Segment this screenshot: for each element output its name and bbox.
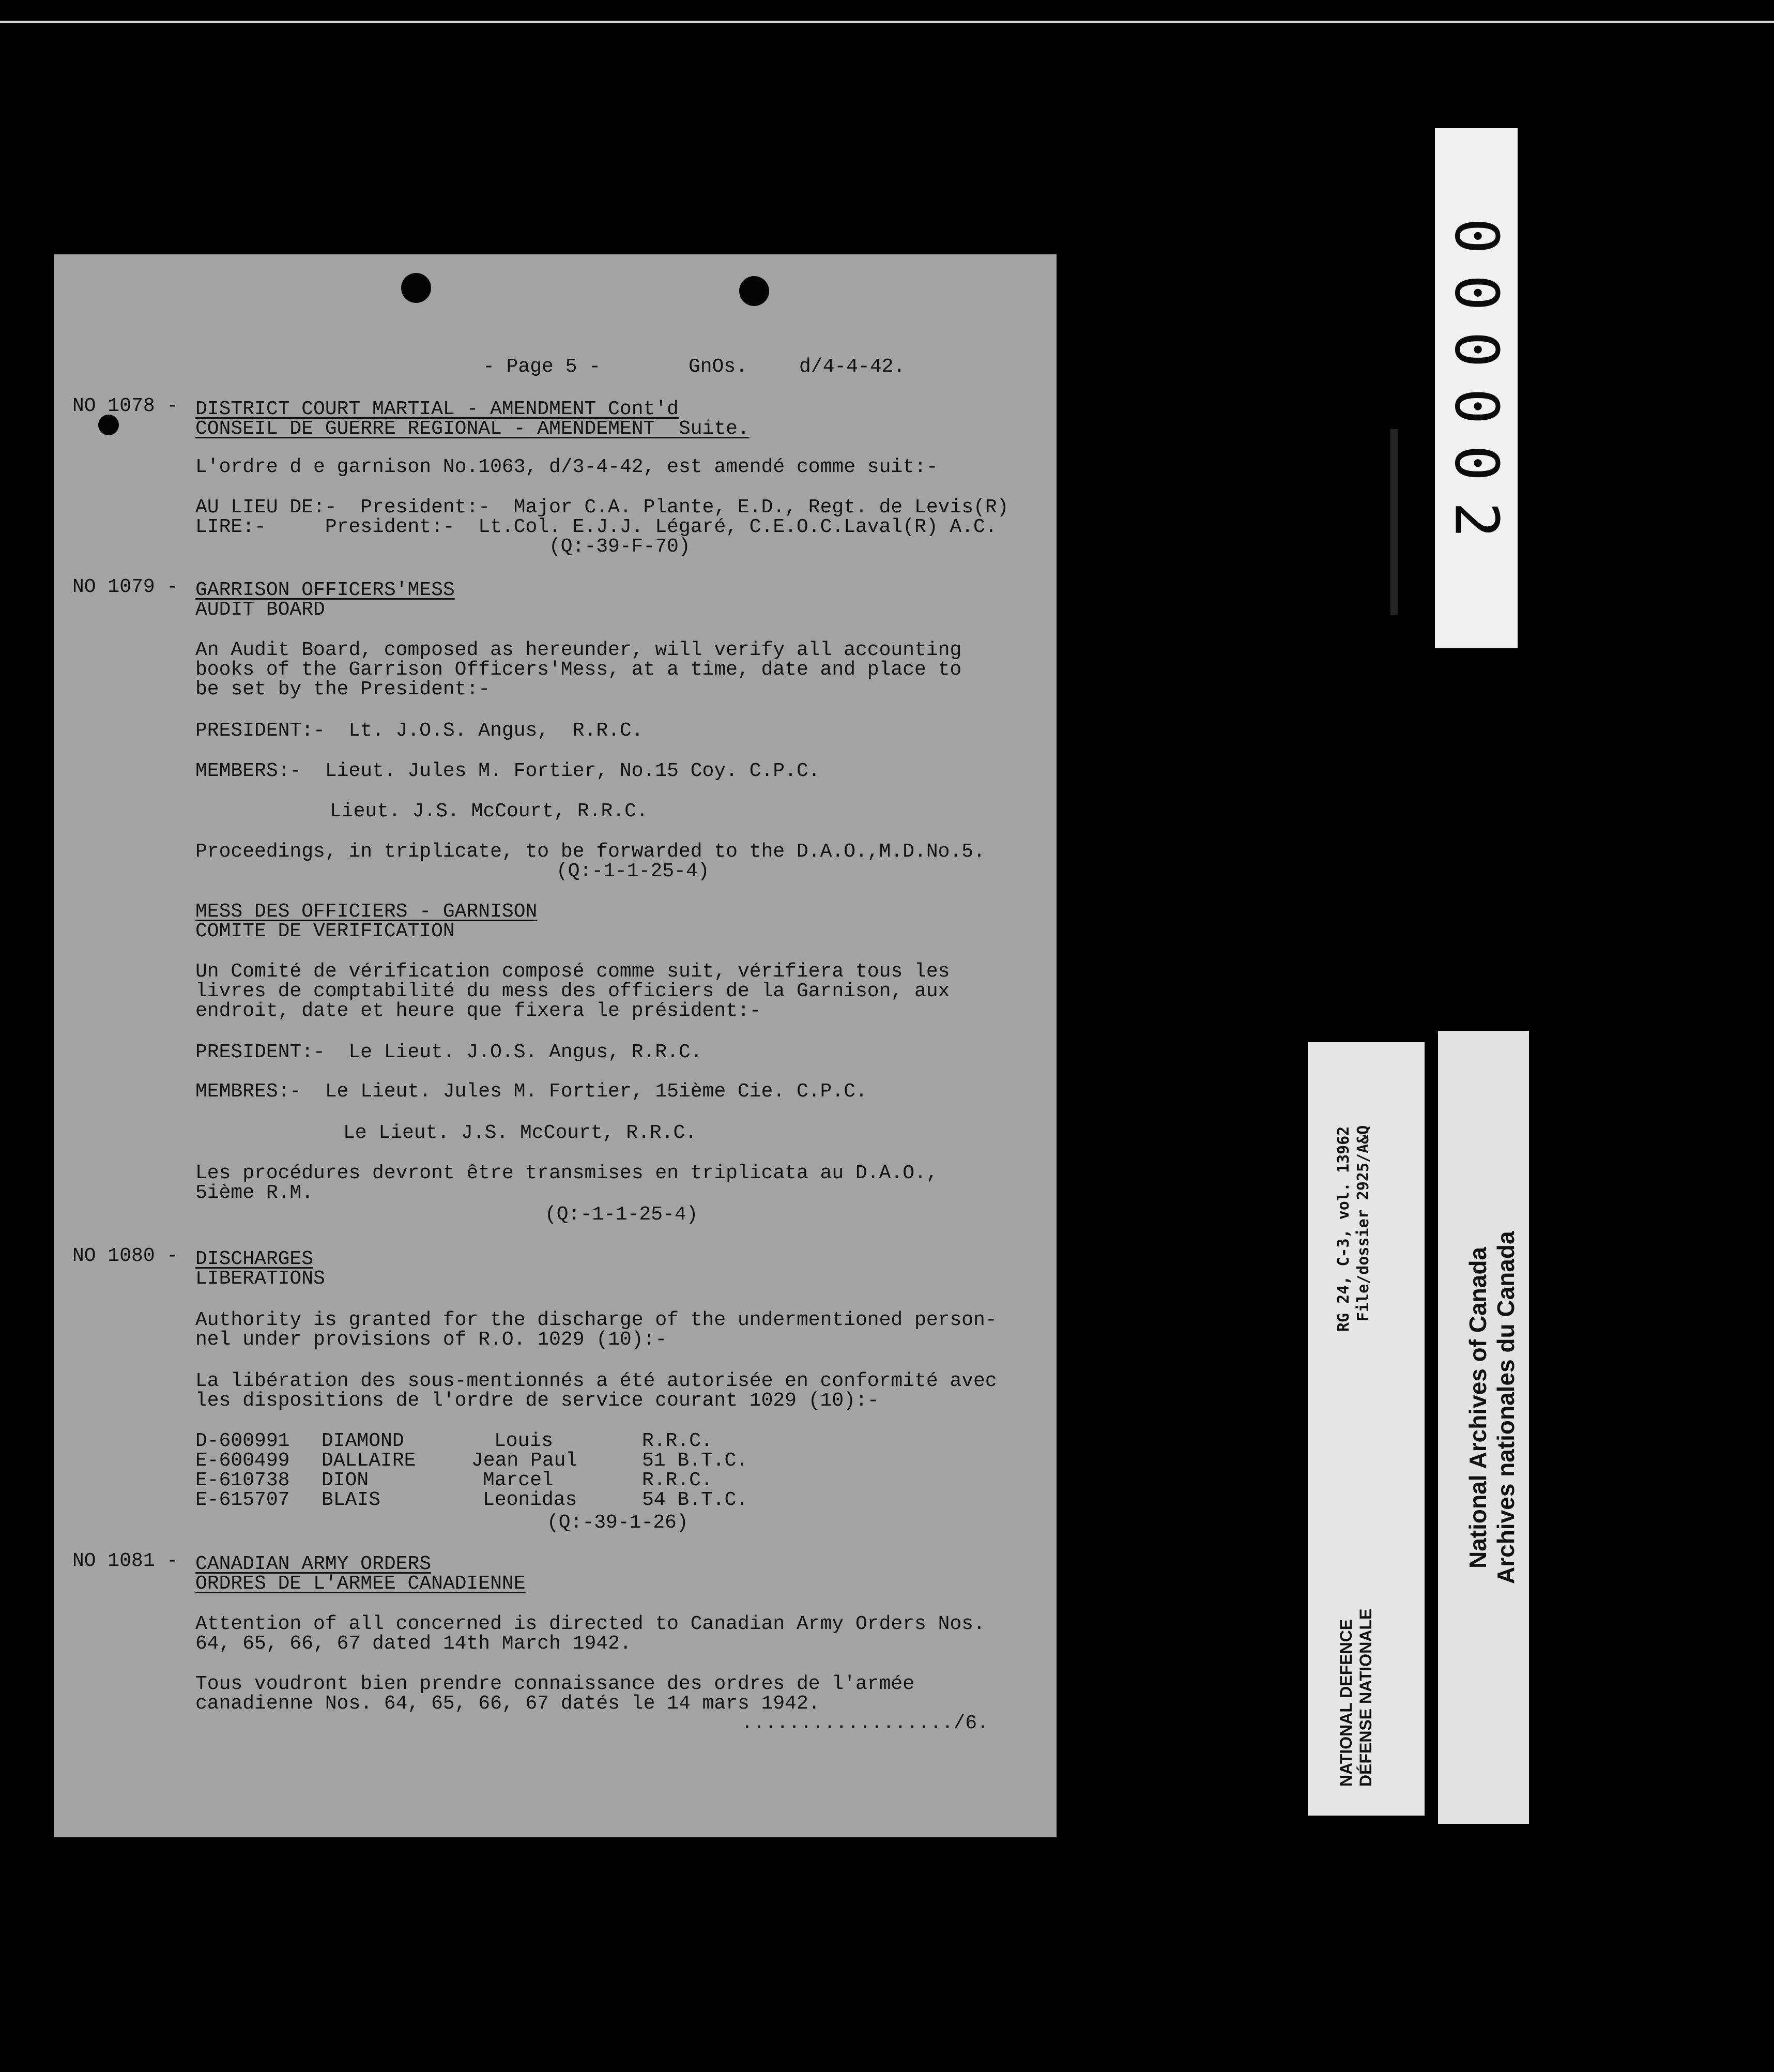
order-1079-para-en-2: books of the Garrison Officers'Mess, at a time, date and place to: [195, 659, 962, 681]
continued-marker: ................../6.: [741, 1712, 989, 1734]
order-1079-members-en-1: MEMBERS:- Lieut. Jules M. Fortier, No.15 Coy. C.P.C.: [195, 760, 820, 782]
given-name: Jean Paul: [471, 1450, 578, 1472]
film-edge-line: [0, 21, 1774, 23]
regimental-number: E-610738: [195, 1469, 290, 1491]
order-1080-number: NO 1080 -: [72, 1245, 179, 1267]
order-1079-proceedings-fr-2: 5ième R.M.: [195, 1182, 314, 1204]
reference-line-1: RG 24, C-3, vol. 13962: [1335, 1126, 1353, 1332]
surname: BLAIS: [322, 1489, 381, 1511]
page-number: - Page 5 -: [483, 356, 601, 378]
order-1081-number: NO 1081 -: [72, 1550, 179, 1572]
order-1081-para-en-1: Attention of all concerned is directed to Canadian Army Orders Nos.: [195, 1613, 985, 1635]
order-1079-president-en: PRESIDENT:- Lt. J.O.S. Angus, R.R.C.: [195, 720, 644, 742]
order-1078-title-en: DISTRICT COURT MARTIAL - AMENDMENT Cont'd: [195, 398, 679, 420]
given-name: Leonidas: [483, 1489, 577, 1511]
surname: DIAMOND: [322, 1430, 404, 1452]
order-1078-title-fr: CONSEIL DE GUERRE REGIONAL - AMENDEMENT Suite.: [195, 418, 750, 440]
order-1078-line1: AU LIEU DE:- President:- Major C.A. Plante, E.D., Regt. de Levis(R): [195, 496, 1009, 519]
surname: DALLAIRE: [322, 1450, 416, 1472]
order-1081-para-fr-1: Tous voudront bien prendre connaissance des ordres de l'armée: [195, 1673, 915, 1695]
given-name: Louis: [494, 1430, 554, 1452]
gnos-label: GnOs.: [689, 356, 748, 378]
unit: R.R.C.: [642, 1430, 713, 1452]
order-1080-para-en-1: Authority is granted for the discharge of the undermentioned person-: [195, 1309, 997, 1331]
order-1079-para-en-1: An Audit Board, composed as hereunder, will verify all accounting: [195, 639, 962, 661]
order-1079-para-fr-1: Un Comité de vérification composé comme suit, vérifiera tous les: [195, 961, 950, 983]
order-1079-members-fr-1: MEMBRES:- Le Lieut. Jules M. Fortier, 15ième Cie. C.P.C.: [195, 1080, 867, 1103]
archives-line-2: Archives nationales du Canada: [1492, 1231, 1519, 1584]
header-date: d/4-4-42.: [799, 356, 906, 378]
regimental-number: D-600991: [195, 1430, 290, 1452]
order-1079-para-fr-2: livres de comptabilité du mess des officiers de la Garnison, aux: [195, 980, 950, 1002]
film-shadow: [1390, 429, 1398, 615]
unit: 51 B.T.C.: [642, 1450, 748, 1472]
order-1081-para-en-2: 64, 65, 66, 67 dated 14th March 1942.: [195, 1633, 632, 1655]
order-1080-para-en-2: nel under provisions of R.O. 1029 (10):-: [195, 1329, 667, 1351]
order-1081-title-en: CANADIAN ARMY ORDERS: [195, 1553, 432, 1575]
archival-reference-label: [1308, 1042, 1425, 1816]
order-1081-para-fr-2: canadienne Nos. 64, 65, 66, 67 datés le 14 mars 1942.: [195, 1693, 820, 1715]
frame-number: 000002: [1441, 218, 1511, 559]
unit: 54 B.T.C.: [642, 1489, 748, 1511]
order-1078-line2: LIRE:- President:- Lt.Col. E.J.J. Légaré, C.E.O.C.Laval(R) A.C.: [195, 516, 997, 538]
order-1079-ref-en: (Q:-1-1-25-4): [556, 860, 710, 882]
order-1079-members-en-2: Lieut. J.S. McCourt, R.R.C.: [330, 800, 648, 822]
department-line-1: NATIONAL DEFENCE: [1337, 1619, 1355, 1787]
order-1080-para-fr-1: La libération des sous-mentionnés a été autorisée en conformité avec: [195, 1370, 997, 1392]
order-1079-title-en-2: AUDIT BOARD: [195, 599, 325, 621]
order-1078-intro: L'ordre d e garnison No.1063, d/3-4-42, est amendé comme suit:-: [195, 456, 938, 478]
order-1079-president-fr: PRESIDENT:- Le Lieut. J.O.S. Angus, R.R.C.: [195, 1041, 702, 1063]
order-1079-proceedings-en: Proceedings, in triplicate, to be forwarded to the D.A.O.,M.D.No.5.: [195, 841, 985, 863]
order-1079-title-en-1: GARRISON OFFICERS'MESS: [195, 579, 455, 601]
surname: DION: [322, 1469, 369, 1491]
unit: R.R.C.: [642, 1469, 713, 1491]
order-1079-number: NO 1079 -: [72, 576, 179, 598]
regimental-number: E-600499: [195, 1450, 290, 1472]
order-1079-para-en-3: be set by the President:-: [195, 678, 491, 700]
department-line-2: DÉFENSE NATIONALE: [1356, 1608, 1375, 1787]
document-page: [54, 254, 1057, 1837]
frame-number-stamp: [1435, 128, 1518, 648]
order-1079-title-fr-2: COMITE DE VERIFICATION: [195, 920, 455, 942]
order-1080-para-fr-2: les dispositions de l'ordre de service courant 1029 (10):-: [195, 1390, 879, 1412]
order-1081-title-fr: ORDRES DE L'ARMEE CANADIENNE: [195, 1573, 526, 1595]
given-name: Marcel: [483, 1469, 554, 1491]
archives-line-1: National Archives of Canada: [1464, 1246, 1491, 1568]
order-1080-ref: (Q:-39-1-26): [547, 1512, 689, 1534]
order-1079-proceedings-fr-1: Les procédures devront être transmises en triplicata au D.A.O.,: [195, 1162, 938, 1184]
order-1079-para-fr-3: endroit, date et heure que fixera le président:-: [195, 1000, 761, 1022]
order-1080-title-en: DISCHARGES: [195, 1248, 314, 1270]
reference-line-2: File/dossier 2925/A&Q: [1354, 1125, 1372, 1321]
order-text: [54, 254, 1057, 1837]
order-1079-ref-fr: (Q:-1-1-25-4): [545, 1203, 698, 1226]
order-1078-number: NO 1078 -: [72, 395, 179, 417]
archives-label: [1438, 1031, 1529, 1824]
order-1078-ref: (Q:-39-F-70): [549, 536, 691, 558]
order-1079-title-fr-1: MESS DES OFFICIERS - GARNISON: [195, 901, 538, 923]
regimental-number: E-615707: [195, 1489, 290, 1511]
order-1080-title-fr: LIBERATIONS: [195, 1268, 325, 1290]
order-1079-members-fr-2: Le Lieut. J.S. McCourt, R.R.C.: [343, 1122, 697, 1144]
